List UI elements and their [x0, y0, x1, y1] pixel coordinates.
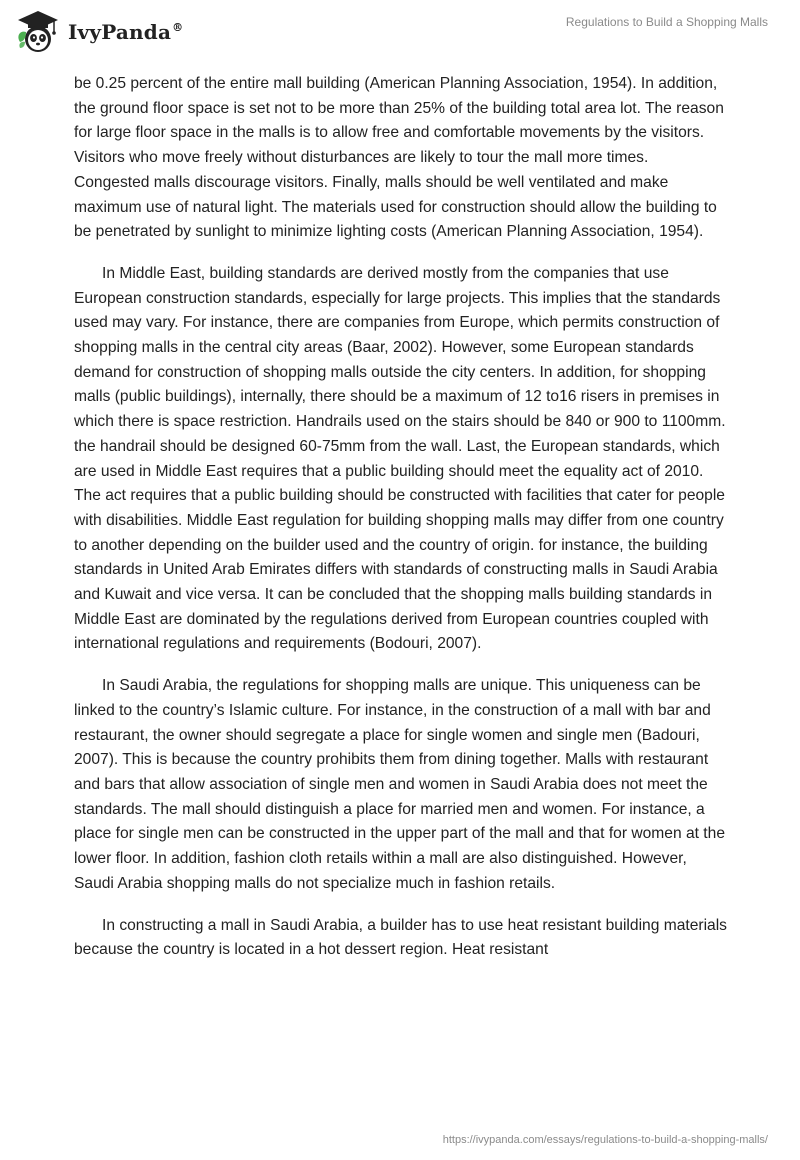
paragraph-3: In Saudi Arabia, the regulations for shopping malls are unique. This uniqueness can be linked to the country’s Islamic culture. For instance, in the construction of a mall with bar and restaurant, the owner should segregate a place for single women and single men (Badouri, 2007). This is because the country prohibits them from dining together. Malls with restaurant and bars that allow association of single men and women in Saudi Arabia does not meet the standards. The mall should distinguish a place for married men and women. For instance, a place for single men can be constructed in the upper part of the mall and that for women at the lower floor. In addition, fashion cloth retails within a mall are also distinguished. However, Saudi Arabia shopping malls do not specialize much in fashion retails.: [74, 677, 725, 892]
panda-graduation-cap-icon: [14, 8, 62, 56]
paragraph-2: In Middle East, building standards are derived mostly from the companies that use European construction standards, especially for large projects. This implies that the standards used may vary. For instance, there are companies from Europe, which permits construction of shopping malls in the central city areas (Baar, 2002). However, some European standards demand for construction of shopping malls outside the city centers. In addition, for shopping malls (public buildings), internally, there should be a maximum of 12 to16 risers in premises in which there is space restriction. Handrails used on the stairs should be 840 or 900 to 1100mm. the handrail should be designed 60-75mm from the wall. Last, the European standards, which are used in Middle East requires that a public building should meet the equality act of 2010. The act requires that a public building should be constructed with facilities that cater for people with disabilities. Middle East regulation for building shopping malls may differ from one country to another depending on the builder used and the country of origin. for instance, the building standards in United Arab Emirates differs with standards of constructing malls in Saudi Arabia and Kuwait and vice versa. It can be concluded that the shopping malls building standards in Middle East are dominated by the regulations derived from European countries coupled with international regulations and requirements (Bodouri, 2007).: [74, 264, 726, 653]
registered-mark: ®: [172, 21, 184, 35]
brand-text: IvyPanda: [68, 20, 172, 44]
brand-name: [68, 20, 183, 44]
essay-body: [74, 72, 728, 980]
paragraph-1: be 0.25 percent of the entire mall building (American Planning Association, 1954). In addition, the ground floor space is set not to be more than 25% of the building total area lot. The reason for large floor space in the malls is to allow free and comfortable movements by the visitors. Visitors who move freely without disturbances are likely to tour the mall more times. Congested malls discourage visitors. Finally, malls should be well ventilated and make maximum use of natural light. The materials used for construction should allow the building to be penetrated by sunlight to minimize lighting costs (American Planning Association, 1954).: [74, 75, 724, 241]
source-url[interactable]: https://ivypanda.com/essays/regulations-to-build-a-shopping-malls/: [442, 1134, 768, 1146]
page-header: [0, 0, 800, 64]
document-title: Regulations to Build a Shopping Malls: [565, 15, 768, 29]
ivypanda-logo[interactable]: [14, 8, 183, 56]
paragraph-4: In constructing a mall in Saudi Arabia, a builder has to use heat resistant building materials because the country is located in a hot dessert region. Heat resistant: [74, 916, 727, 959]
